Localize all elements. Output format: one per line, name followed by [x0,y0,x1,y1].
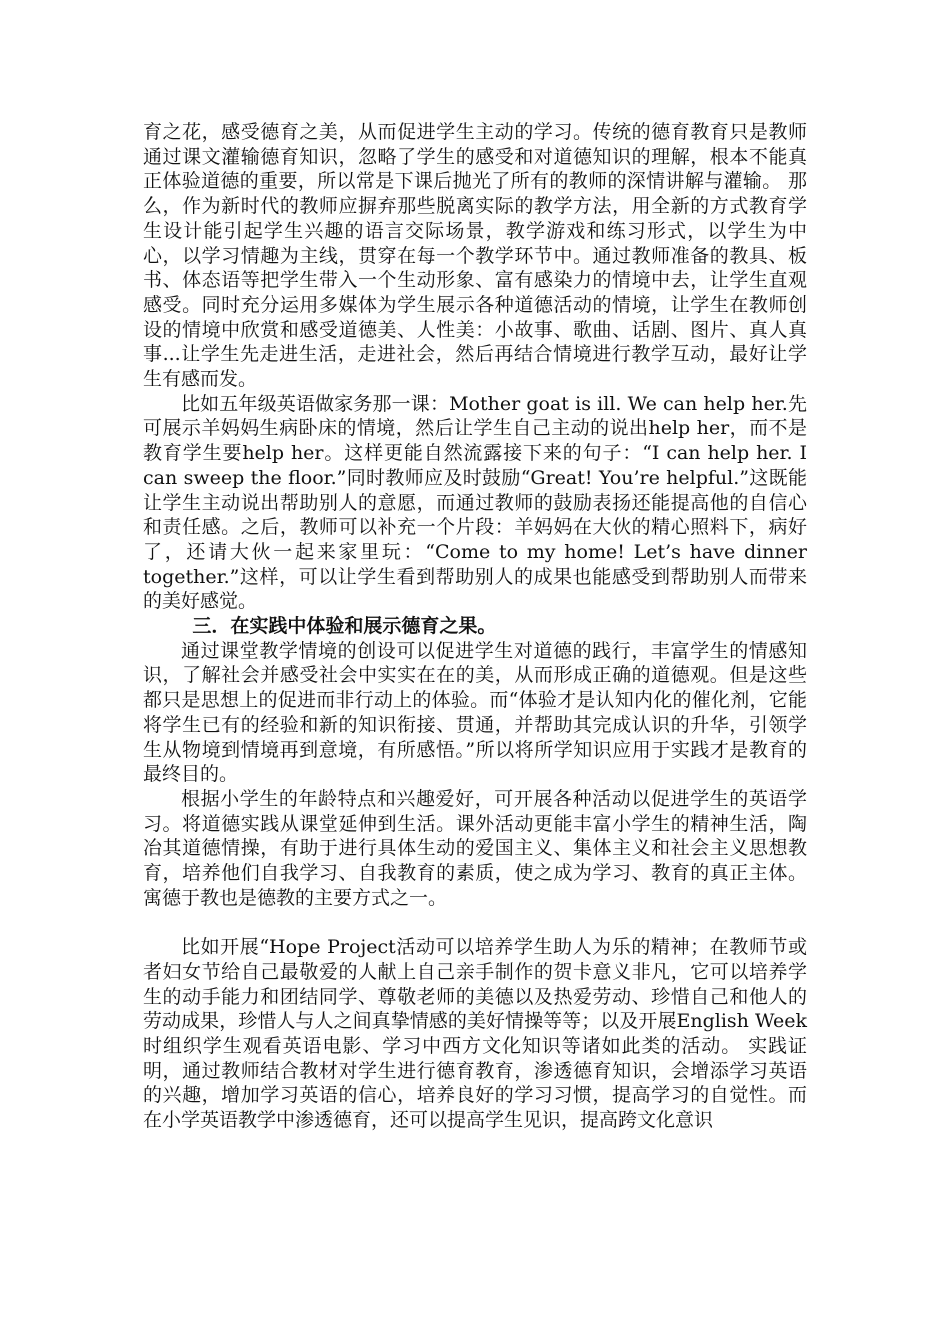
document-page [143,120,807,1133]
paragraph-5: 比如开展“Hope Project活动可以培养学生助人为乐的精神；在教师节或者妇女节给自己最敬爱的人献上自己亲手制作的贺卡意义非凡，它可以培养学生的动手能力和团结同学、尊敬老师的美德以及热爱劳动、珍惜自己和他人的劳动成果，珍惜人与人之间真挚情感的美好情操等等；以及开展English Week时组织学生观看英语电影、学习中西方文化知识等诸如此类的活动。 实践证明，通过教师结合教材对学生进行德育教育，渗透德育知识，会增添学习英语的兴趣，增加学习英语的信心，培养良好的学习习惯，提高学习的自觉性。而在小学英语教学中渗透德育，还可以提高学生见识，提高跨文化意识 [143,936,807,1132]
blank-line [143,911,807,936]
paragraph-3: 通过课堂教学情境的创设可以促进学生对道德的践行，丰富学生的情感知识，了解社会并感受社会中实实在在的美，从而形成正确的道德观。但是这些都只是思想上的促进而非行动上的体验。而“体验才是认知内化的催化剂，它能将学生已有的经验和新的知识衔接、贯通，并帮助其完成认识的升华，引领学生从物境到情境再到意境，有所感悟。”所以将所学知识应用于实践才是教育的最终目的。 [143,639,807,786]
paragraph-2: 比如五年级英语做家务那一课：Mother goat is ill. We can help her.先可展示羊妈妈生病卧床的情境，然后让学生自己主动的说出help her，而不是教育学生要help her。这样更能自然流露接下来的句子：“I can help her. I can sweep the floor.”同时教师应及时鼓励“Great! You’re helpful.”这既能让学生主动说出帮助别人的意愿，而通过教师的鼓励表扬还能提高他的自信心和责任感。之后，教师可以补充一个片段：羊妈妈在大伙的精心照料下，病好了，还请大伙一起来家里玩：“Come to my home! Let’s have dinner together.”这样，可以让学生看到帮助别人的成果也能感受到帮助别人而带来的美好感觉。 [143,392,807,613]
paragraph-1: 育之花，感受德育之美，从而促进学生主动的学习。传统的德育教育只是教师通过课文灌输德育知识，忽略了学生的感受和对道德知识的理解，根本不能真正体验道德的重要，所以常是下课后抛光了所有的教师的深情讲解与灌输。 那么，作为新时代的教师应摒弃那些脱离实际的教学方法，用全新的方式教育学生设计能引起学生兴趣的语言交际场景，教学游戏和练习形式，以学生为中心，以学习情趣为主线，贯穿在每一个教学环节中。通过教师准备的教具、板书、体态语等把学生带入一个生动形象、富有感染力的情境中去，让学生直观感受。同时充分运用多媒体为学生展示各种道德活动的情境，让学生在教师创设的情境中欣赏和感受道德美、人性美：小故事、歌曲、话剧、图片、真人真事...让学生先走进生活，走进社会，然后再结合情境进行教学互动，最好让学生有感而发。 [143,121,807,391]
section-heading-3: 三．在实践中体验和展示德育之果。 [192,615,497,638]
paragraph-4: 根据小学生的年龄特点和兴趣爱好，可开展各种活动以促进学生的英语学习。将道德实践从课堂延伸到生活。课外活动更能丰富小学生的精神生活，陶冶其道德情操，有助于进行具体生动的爱国主义、集体主义和社会主义思想教育，培养他们自我学习、自我教育的素质，使之成为学习、教育的真正主体。寓德于教也是德教的主要方式之一。 [143,787,807,909]
